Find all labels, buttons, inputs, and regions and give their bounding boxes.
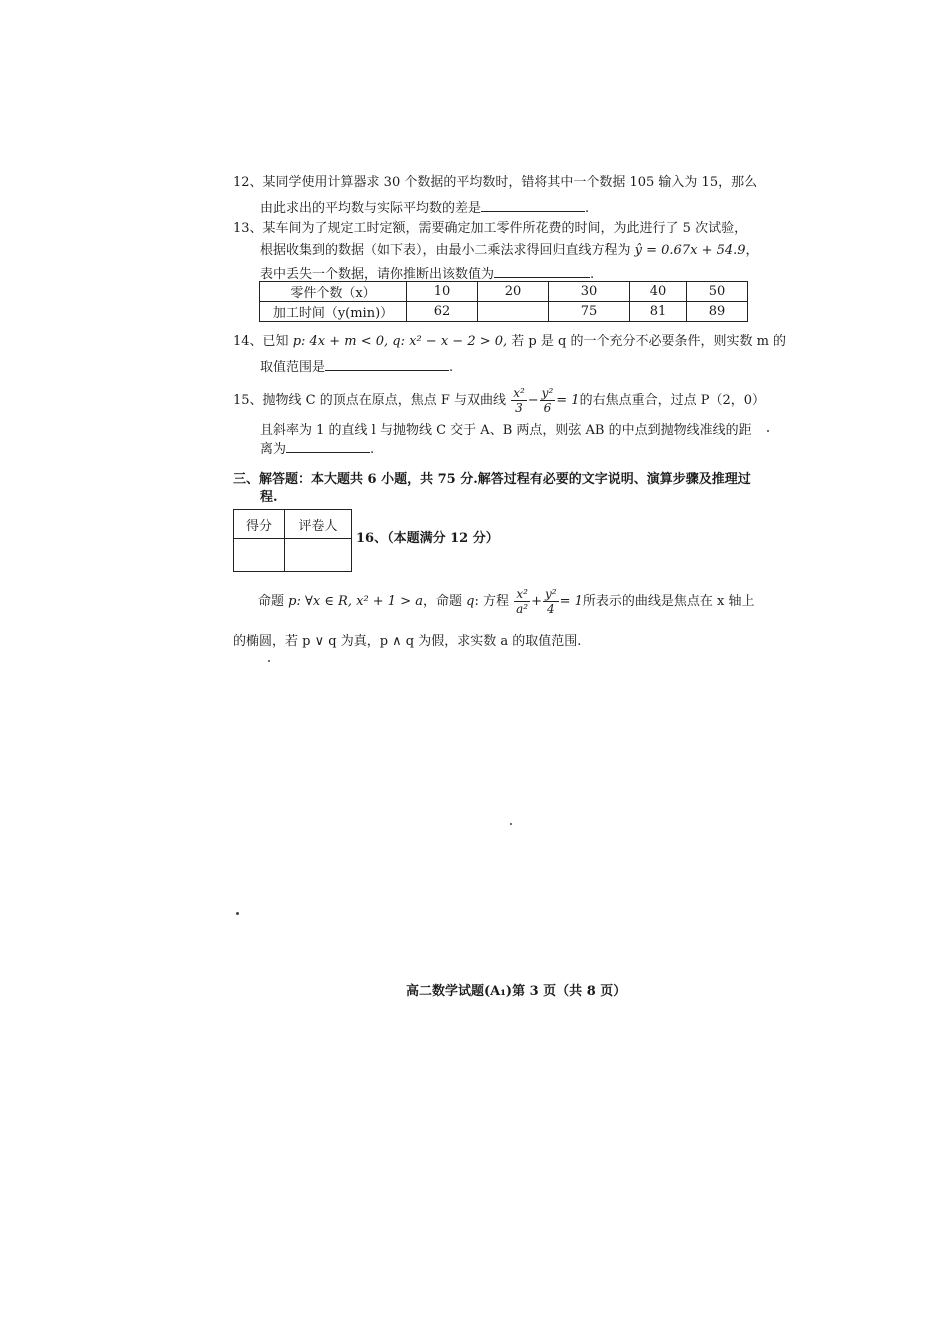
section3-heading-line2: 程. xyxy=(260,490,278,505)
q12-line1: 12、某同学使用计算器求 30 个数据的平均数时，错将其中一个数据 105 输入为 15，那么 xyxy=(233,175,758,190)
q15-prefix: 15、抛物线 C 的顶点在原点，焦点 F 与双曲线 xyxy=(233,393,507,408)
q15-line3 xyxy=(260,440,374,458)
q13-line2 xyxy=(260,243,759,259)
q16-text-c: : 方程 xyxy=(474,594,509,609)
q15-minus: − xyxy=(527,393,539,408)
q16-line2: 的椭圆，若 p ∨ q 为真，p ∧ q 为假，求实数 a 的取值范围. xyxy=(233,634,582,649)
fraction-denominator: 4 xyxy=(546,602,555,616)
q13-line1: 13、某车间为了规定工时定额，需要确定加工零件所花费的时间，为此进行了 5 次试验， xyxy=(233,221,748,236)
q16-text-b: ，命题 xyxy=(423,594,463,609)
q15-rest: 的右焦点重合，过点 P（2，0） xyxy=(579,393,765,408)
table-cell: 40 xyxy=(630,282,687,302)
q16-text-a: 命题 xyxy=(258,594,285,609)
q15-line3-text: 离为 xyxy=(260,442,287,457)
score-header: 得分 xyxy=(234,510,285,539)
fraction-numerator: y² xyxy=(541,386,554,400)
q12-end: . xyxy=(585,201,590,216)
scan-speck xyxy=(268,660,270,662)
fraction-numerator: x² xyxy=(513,386,525,400)
grader-header: 评卷人 xyxy=(285,510,352,539)
fraction-numerator: y² xyxy=(545,587,557,601)
q16-proposition-q: q xyxy=(466,594,475,609)
q13-line2-end: ， xyxy=(745,243,759,258)
table-row xyxy=(260,282,748,302)
q16-plus: + xyxy=(531,594,543,609)
q16-fraction-x xyxy=(514,587,530,616)
table-cell: 10 xyxy=(407,282,478,302)
q12-answer-blank xyxy=(481,199,585,212)
q16-proposition-p: p: ∀x ∈ R, x² + 1 > a xyxy=(288,594,423,609)
q13-end: . xyxy=(590,267,595,282)
fraction-denominator: 6 xyxy=(543,401,552,415)
page-footer: 高二数学试题(A₁)第 3 页（共 8 页） xyxy=(406,984,627,999)
q14-line2-text: 取值范围是 xyxy=(260,360,326,375)
q13-answer-blank xyxy=(494,265,590,278)
table-cell: 75 xyxy=(549,302,630,322)
table-row xyxy=(234,539,352,572)
table-cell-missing xyxy=(478,302,549,322)
table-row xyxy=(234,510,352,539)
q13-line3-text: 表中丢失一个数据，请你推断出该数值为 xyxy=(260,267,495,282)
scan-speck xyxy=(236,912,239,915)
q12-line2-text: 由此求出的平均数与实际平均数的差是 xyxy=(260,201,482,216)
fraction-numerator: x² xyxy=(516,587,528,601)
q15-line2: 且斜率为 1 的直线 l 与抛物线 C 交于 A、B 两点，则弦 AB 的中点到抛物线准线的距 xyxy=(260,423,752,438)
q14-line2 xyxy=(260,358,453,376)
q16-line1 xyxy=(258,586,755,618)
q16-fraction-y xyxy=(543,587,559,616)
table-cell: 89 xyxy=(687,302,748,322)
table-cell: 62 xyxy=(407,302,478,322)
q13-line2-text: 根据收集到的数据（如下表），由最小二乘法求得回归直线方程为 xyxy=(260,243,631,258)
q15-equals-one: = 1 xyxy=(556,393,580,408)
scan-speck xyxy=(510,823,512,825)
table-row-label: 零件个数（x） xyxy=(260,282,407,302)
q16-equals-one: = 1 xyxy=(559,594,583,609)
q15-answer-blank xyxy=(286,440,370,453)
grader-cell xyxy=(285,539,352,572)
q14-rest: 若 p 是 q 的一个充分不必要条件，则实数 m 的 xyxy=(511,334,787,349)
q15-fraction-x xyxy=(511,386,527,415)
score-box xyxy=(233,509,352,572)
section3-heading-line1: 三、解答题：本大题共 6 小题，共 75 分.解答过程有必要的文字说明、演算步骤及推理过 xyxy=(233,472,751,487)
q16-heading: 16、（本题满分 12 分） xyxy=(356,531,499,546)
q14-answer-blank xyxy=(325,358,449,371)
q12-line2 xyxy=(260,199,589,217)
q13-regression-equation: ŷ = 0.67x + 54.9 xyxy=(634,243,746,258)
q15-end: . xyxy=(370,442,375,457)
q14-prefix: 14、已知 xyxy=(233,334,289,349)
scan-speck xyxy=(767,430,769,432)
q13-data-table xyxy=(259,281,748,322)
q16-text-d: 所表示的曲线是焦点在 x 轴上 xyxy=(582,594,755,609)
table-cell: 20 xyxy=(478,282,549,302)
q14-condition: p: 4x + m < 0, q: x² − x − 2 > 0, xyxy=(292,334,508,349)
q15-line1 xyxy=(233,386,765,416)
q15-fraction-y xyxy=(540,386,556,415)
table-cell: 81 xyxy=(630,302,687,322)
table-cell: 50 xyxy=(687,282,748,302)
score-cell xyxy=(234,539,285,572)
table-row xyxy=(260,302,748,322)
q14-line1 xyxy=(233,334,786,350)
fraction-denominator: 3 xyxy=(515,401,523,415)
q14-end: . xyxy=(449,360,454,375)
fraction-denominator: a² xyxy=(516,602,529,616)
table-row-label: 加工时间（y(min)） xyxy=(260,302,407,322)
table-cell: 30 xyxy=(549,282,630,302)
